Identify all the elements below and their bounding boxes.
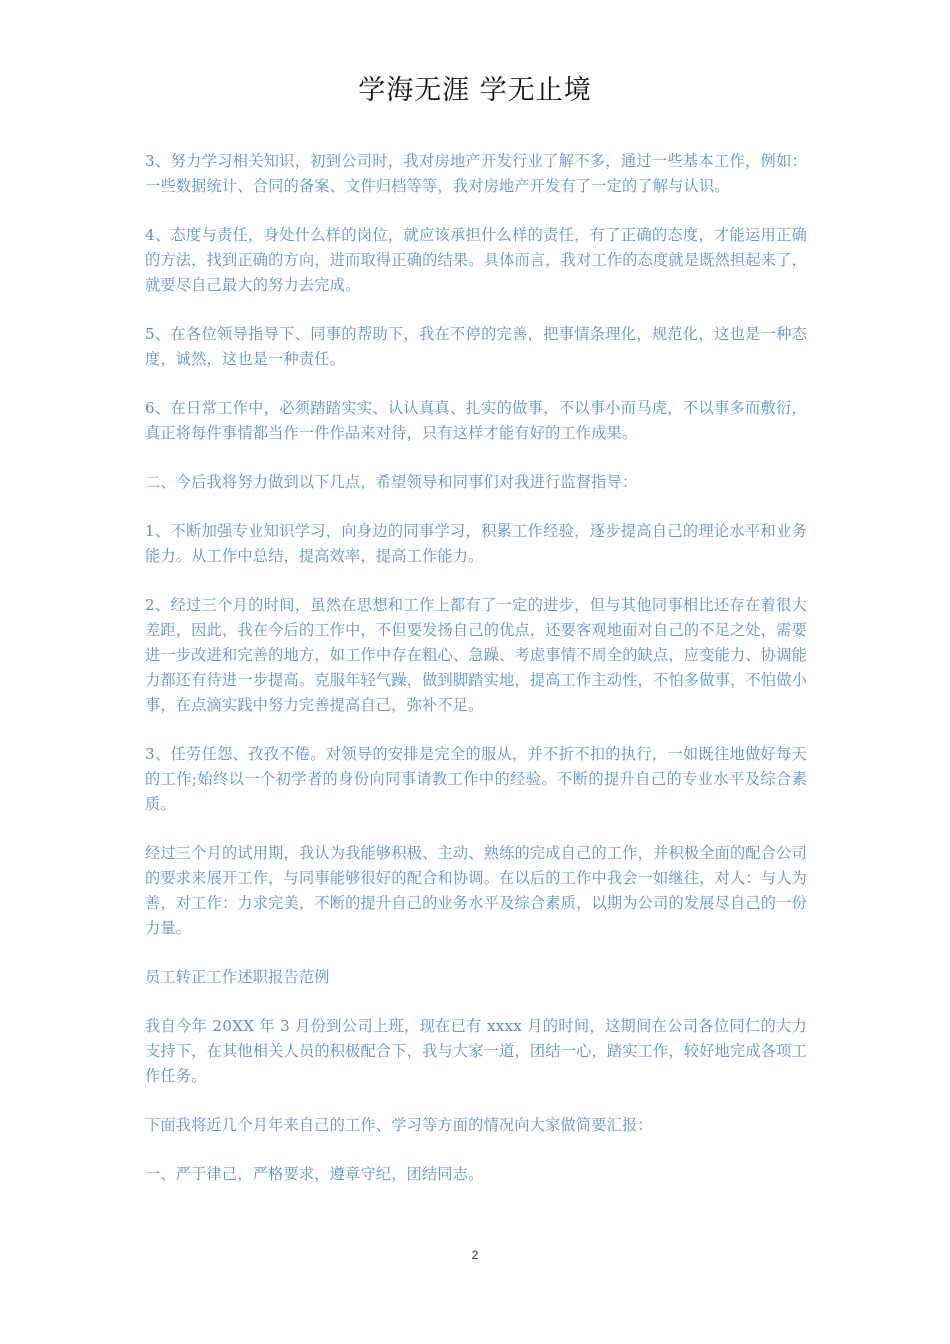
- paragraph: 经过三个月的试用期，我认为我能够积极、主动、熟练的完成自己的工作，并积极全面的配合公司的要求来展开工作，与同事能够很好的配合和协调。在以后的工作中我会一如继往，对人：与人为善，对工作：力求完美，不断的提升自己的业务水平及综合素质，以期为公司的发展尽自己的一份力量。: [145, 844, 807, 937]
- paragraph: 我自今年 20XX 年 3 月份到公司上班，现在已有 xxxx 月的时间，这期间在公司各位同仁的大力支持下，在其他相关人员的积极配合下，我与大家一道，团结一心，踏实工作，较好地完成各项工作任务。: [145, 1017, 807, 1085]
- section-heading: 二、今后我将努力做到以下几点，希望领导和同事们对我进行监督指导：: [145, 473, 638, 491]
- paragraph: 下面我将近几个月年来自己的工作、学习等方面的情况向大家做简要汇报：: [145, 1116, 653, 1134]
- paragraph: 3、努力学习相关知识，初到公司时，我对房地产开发行业了解不多，通过一些基本工作，例如：一些数据统计、合同的备案、文件归档等等，我对房地产开发有了一定的了解与认识。: [145, 152, 807, 195]
- paragraph: 3、任劳任怨、孜孜不倦。对领导的安排是完全的服从，并不折不扣的执行，一如既往地做好每天的工作;始终以一个初学者的身份向同事请教工作中的经验。不断的提升自己的专业水平及综合素质。: [145, 745, 807, 813]
- document-body: [145, 149, 807, 1211]
- paragraph: 4、态度与责任，身处什么样的岗位，就应该承担什么样的责任，有了正确的态度，才能运用正确的方法，找到正确的方向，进而取得正确的结果。具体而言，我对工作的态度就是既然担起来了，就要尽自己最大的努力去完成。: [145, 226, 807, 294]
- paragraph: 2、经过三个月的时间，虽然在思想和工作上都有了一定的进步，但与其他同事相比还存在着很大差距，因此，我在今后的工作中，不但要发扬自己的优点，还要客观地面对自己的不足之处，需要进一步改进和完善的地方，如工作中存在粗心、急躁、考虑事情不周全的缺点，应变能力、协调能力都还有待进一步提高。克服年轻气躁，做到脚踏实地，提高工作主动性，不怕多做事，不怕做小事，在点滴实践中努力完善提高自己，弥补不足。: [145, 596, 807, 714]
- paragraph: 6、在日常工作中，必须踏踏实实、认认真真、扎实的做事，不以事小而马虎，不以事多而敷衍，真正将每件事情都当作一件作品来对待，只有这样才能有好的工作成果。: [145, 399, 807, 442]
- page-number: 2: [471, 1248, 479, 1262]
- page-header-title: 学海无涯 学无止境: [358, 75, 592, 106]
- paragraph: 1、不断加强专业知识学习，向身边的同事学习，积累工作经验，逐步提高自己的理论水平和业务能力。从工作中总结，提高效率，提高工作能力。: [145, 522, 807, 565]
- section-heading: 一、严于律己，严格要求，遵章守纪，团结同志。: [145, 1165, 484, 1183]
- subtitle: 员工转正工作述职报告范例: [145, 968, 330, 986]
- paragraph: 5、在各位领导指导下、同事的帮助下，我在不停的完善，把事情条理化，规范化，这也是一种态度，诚然，这也是一种责任。: [145, 325, 807, 368]
